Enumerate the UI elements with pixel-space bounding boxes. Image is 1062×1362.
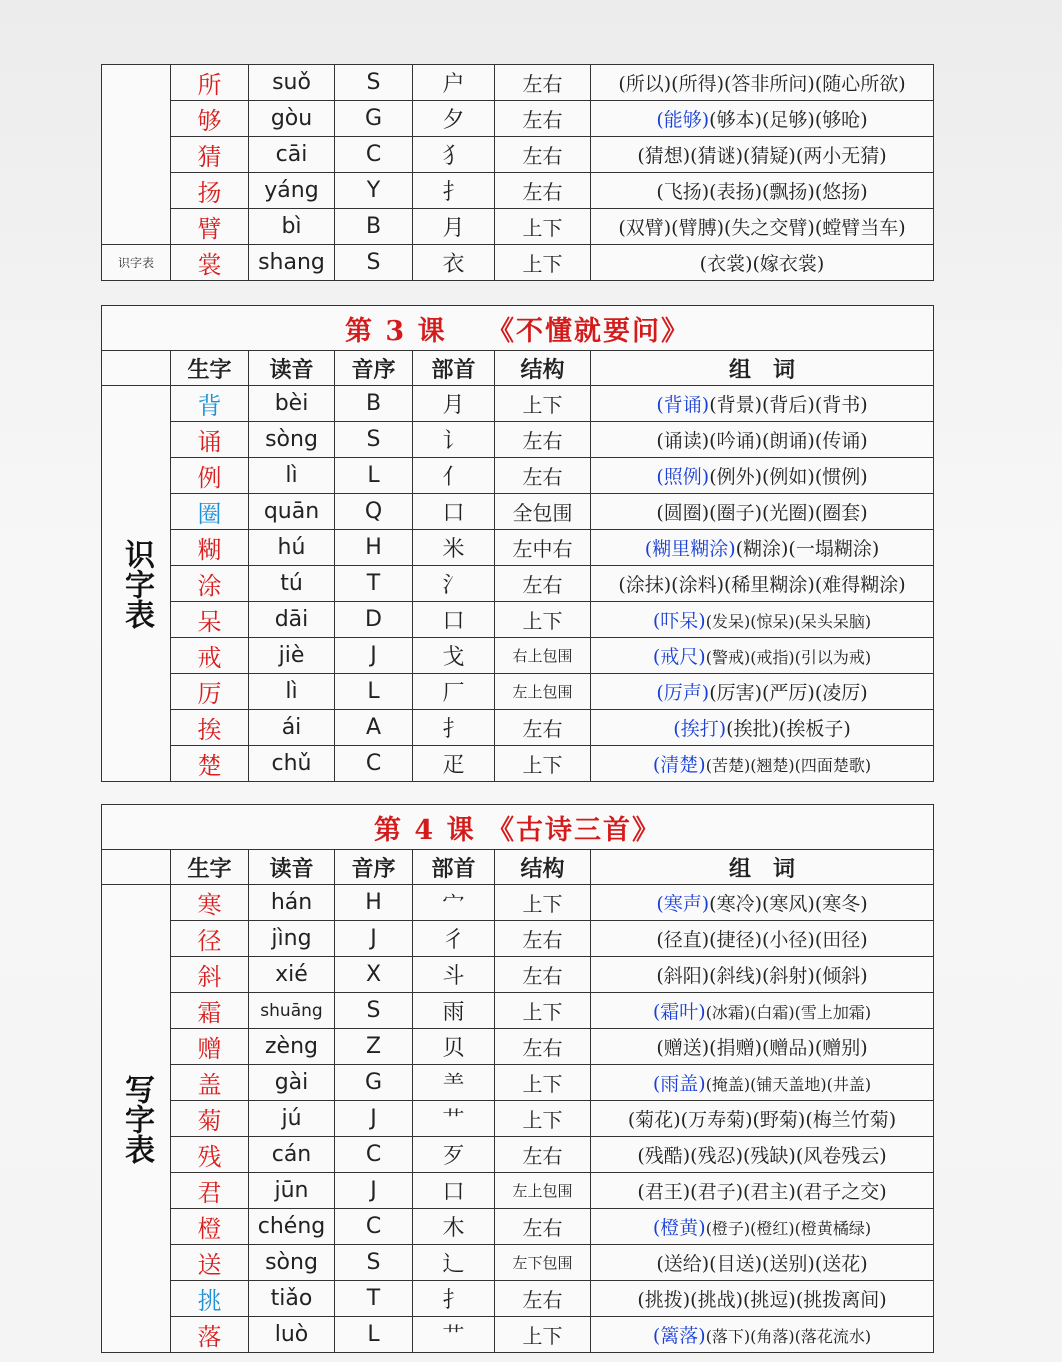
word-group: (苦楚)(翘楚)(四面楚歌) <box>705 756 872 775</box>
cell-structure: 左右 <box>495 957 591 993</box>
header-pinyin: 读音 <box>249 850 335 885</box>
cell-words <box>591 209 934 245</box>
table-row <box>102 993 934 1029</box>
cell-char: 扬 <box>171 173 249 209</box>
cell-pinyin: lì <box>249 674 335 710</box>
cell-letter: X <box>335 957 413 993</box>
cell-words <box>591 566 934 602</box>
table-row <box>102 957 934 993</box>
word-group: (残酷)(残忍)(残缺)(风卷残云) <box>637 1145 887 1167</box>
cell-radical: 扌 <box>413 710 495 746</box>
cell-structure: 左右 <box>495 137 591 173</box>
cell-char: 菊 <box>171 1101 249 1137</box>
word-highlight: (霜叶) <box>652 1001 706 1023</box>
word-highlight: (清楚) <box>652 754 706 776</box>
cell-char: 圈 <box>171 494 249 530</box>
cell-structure: 上下 <box>495 386 591 422</box>
cell-char: 斜 <box>171 957 249 993</box>
cell-pinyin: xié <box>249 957 335 993</box>
side-blank <box>102 65 171 245</box>
cell-radical: ⺷ <box>413 1065 495 1101</box>
word-group: (君王)(君子)(君主)(君子之交) <box>637 1181 887 1203</box>
cell-structure: 上下 <box>495 993 591 1029</box>
cell-radical: 月 <box>413 386 495 422</box>
table-row <box>102 458 934 494</box>
cell-words <box>591 1029 934 1065</box>
cell-radical: 贝 <box>413 1029 495 1065</box>
table-row <box>102 1029 934 1065</box>
table-row <box>102 746 934 782</box>
cell-structure: 上下 <box>495 1065 591 1101</box>
cell-pinyin: jú <box>249 1101 335 1137</box>
table-row <box>102 1065 934 1101</box>
cell-letter: B <box>335 209 413 245</box>
table-row <box>102 674 934 710</box>
table-row <box>102 422 934 458</box>
cell-pinyin: suǒ <box>249 65 335 101</box>
side-label-text: 识字表 <box>119 538 154 629</box>
cell-words <box>591 674 934 710</box>
word-highlight: (能够) <box>656 109 710 131</box>
cell-char: 赠 <box>171 1029 249 1065</box>
cell-radical: 夕 <box>413 101 495 137</box>
cell-words <box>591 1065 934 1101</box>
lesson3-header-row <box>102 351 934 386</box>
cell-char: 够 <box>171 101 249 137</box>
cell-letter: S <box>335 245 413 281</box>
cell-structure: 全包围 <box>495 494 591 530</box>
cell-pinyin: sòng <box>249 1245 335 1281</box>
table-row <box>102 245 934 281</box>
lesson3-title: 第 3 课 《不懂就要问》 <box>102 306 934 351</box>
table-row <box>102 1281 934 1317</box>
cell-radical: 讠 <box>413 422 495 458</box>
cell-structure: 左右 <box>495 1209 591 1245</box>
word-group: (稀里糊涂)(难得糊涂) <box>724 574 906 596</box>
word-group: (双臂)(臂膊) <box>618 217 724 239</box>
cell-pinyin: ái <box>249 710 335 746</box>
cell-radical: 斗 <box>413 957 495 993</box>
cell-pinyin: chéng <box>249 1209 335 1245</box>
word-group: (所以)(所得) <box>618 73 724 95</box>
cell-letter: C <box>335 746 413 782</box>
cell-char: 橙 <box>171 1209 249 1245</box>
cell-structure: 左下包围 <box>495 1245 591 1281</box>
cell-structure: 左右 <box>495 65 591 101</box>
cell-pinyin: shang <box>249 245 335 281</box>
table-row <box>102 1245 934 1281</box>
cell-structure: 左右 <box>495 458 591 494</box>
cell-radical: 口 <box>413 494 495 530</box>
cell-words <box>591 65 934 101</box>
header-pinyin: 读音 <box>249 351 335 386</box>
word-highlight: (寒声) <box>656 893 710 915</box>
side-label-small: 识字表 <box>102 245 171 281</box>
word-group: (掩盖)(铺天盖地)(井盖) <box>705 1075 872 1094</box>
cell-letter: T <box>335 1281 413 1317</box>
cell-structure: 上下 <box>495 602 591 638</box>
cell-letter: S <box>335 65 413 101</box>
cell-letter: C <box>335 1137 413 1173</box>
cell-pinyin: chǔ <box>249 746 335 782</box>
cell-radical: 木 <box>413 1209 495 1245</box>
cell-structure: 左上包围 <box>495 1173 591 1209</box>
cell-char: 背 <box>171 386 249 422</box>
side-label <box>102 885 171 1353</box>
word-group: (失之交臂)(螳臂当车) <box>724 217 906 239</box>
cell-words <box>591 494 934 530</box>
word-group: (圆圈)(圈子)(光圈)(圈套) <box>656 502 868 524</box>
table-row <box>102 101 934 137</box>
table-row <box>102 602 934 638</box>
cell-letter: G <box>335 1065 413 1101</box>
cell-words <box>591 530 934 566</box>
table-row <box>102 173 934 209</box>
cell-letter: L <box>335 1317 413 1353</box>
cell-words <box>591 173 934 209</box>
table-row <box>102 65 934 101</box>
word-group: (衣裳)(嫁衣裳) <box>699 253 825 275</box>
word-group: (猜想)(猜谜)(猜疑)(两小无猜) <box>637 145 887 167</box>
word-group: (菊花)(万寿菊)(野菊)(梅兰竹菊) <box>627 1109 897 1131</box>
cell-structure: 左右 <box>495 173 591 209</box>
cell-words <box>591 1101 934 1137</box>
cell-pinyin: gài <box>249 1065 335 1101</box>
word-group: (橙子)(橙红)(橙黄橘绿) <box>705 1219 872 1238</box>
header-letter: 音序 <box>335 351 413 386</box>
cell-structure: 上下 <box>495 1317 591 1353</box>
cell-letter: Y <box>335 173 413 209</box>
word-group: (送给)(目送)(送别)(送花) <box>656 1253 868 1275</box>
cell-radical: 宀 <box>413 885 495 921</box>
cell-char: 径 <box>171 921 249 957</box>
word-group: (径直)(捷径)(小径)(田径) <box>656 929 868 951</box>
cell-char: 猜 <box>171 137 249 173</box>
cell-structure: 上下 <box>495 1101 591 1137</box>
cell-structure: 左右 <box>495 921 591 957</box>
header-structure: 结构 <box>495 850 591 885</box>
table-row <box>102 530 934 566</box>
cell-radical: 月 <box>413 209 495 245</box>
word-group: (答非所问)(随心所欲) <box>724 73 906 95</box>
cell-char: 霜 <box>171 993 249 1029</box>
cell-char: 臂 <box>171 209 249 245</box>
table-lesson4 <box>101 804 934 1353</box>
cell-char: 糊 <box>171 530 249 566</box>
word-group: (涂抹)(涂料) <box>618 574 725 596</box>
cell-radical: 戈 <box>413 638 495 674</box>
cell-letter: J <box>335 1173 413 1209</box>
cell-char: 呆 <box>171 602 249 638</box>
table-row <box>102 386 934 422</box>
cell-pinyin: bèi <box>249 386 335 422</box>
cell-pinyin: cán <box>249 1137 335 1173</box>
cell-radical: 亻 <box>413 458 495 494</box>
cell-words <box>591 746 934 782</box>
word-group: (警戒)(戒指)(引以为戒) <box>705 648 872 667</box>
cell-radical: 口 <box>413 1173 495 1209</box>
cell-char: 送 <box>171 1245 249 1281</box>
cell-char: 落 <box>171 1317 249 1353</box>
cell-char: 涂 <box>171 566 249 602</box>
cell-words <box>591 137 934 173</box>
cell-words <box>591 638 934 674</box>
table-row <box>102 1317 934 1353</box>
table-row <box>102 921 934 957</box>
cell-pinyin: cāi <box>249 137 335 173</box>
table-row <box>102 1137 934 1173</box>
cell-words <box>591 957 934 993</box>
cell-structure: 左右 <box>495 1029 591 1065</box>
word-group: (够本)(足够)(够呛) <box>709 109 868 131</box>
cell-radical: 户 <box>413 65 495 101</box>
cell-letter: A <box>335 710 413 746</box>
cell-structure: 上下 <box>495 746 591 782</box>
word-highlight: (篱落) <box>652 1325 706 1347</box>
cell-structure: 上下 <box>495 245 591 281</box>
word-highlight: (照例) <box>656 466 710 488</box>
cell-pinyin: gòu <box>249 101 335 137</box>
word-group: (例外)(例如)(惯例) <box>709 466 868 488</box>
cell-char: 挑 <box>171 1281 249 1317</box>
cell-structure: 左右 <box>495 1137 591 1173</box>
cell-pinyin: luò <box>249 1317 335 1353</box>
cell-words <box>591 602 934 638</box>
cell-letter: C <box>335 137 413 173</box>
cell-letter: H <box>335 530 413 566</box>
cell-char: 残 <box>171 1137 249 1173</box>
lesson4-header-row <box>102 850 934 885</box>
cell-char: 戒 <box>171 638 249 674</box>
cell-letter: T <box>335 566 413 602</box>
cell-words <box>591 245 934 281</box>
cell-structure: 左右 <box>495 1281 591 1317</box>
cell-letter: B <box>335 386 413 422</box>
word-group: (挑拨)(挑战)(挑逗)(挑拨离间) <box>637 1289 887 1311</box>
cell-char: 诵 <box>171 422 249 458</box>
header-letter: 音序 <box>335 850 413 885</box>
cell-words <box>591 710 934 746</box>
word-group: (斜阳)(斜线)(斜射)(倾斜) <box>656 965 868 987</box>
word-group: (糊涂)(一塌糊涂) <box>735 538 880 560</box>
cell-radical: 辶 <box>413 1245 495 1281</box>
cell-structure: 左右 <box>495 566 591 602</box>
cell-letter: D <box>335 602 413 638</box>
cell-char: 君 <box>171 1173 249 1209</box>
cell-structure: 右上包围 <box>495 638 591 674</box>
table-lesson2-tail <box>101 64 934 281</box>
cell-letter: G <box>335 101 413 137</box>
cell-radical: 歹 <box>413 1137 495 1173</box>
table-row <box>102 566 934 602</box>
cell-radical: 犭 <box>413 137 495 173</box>
cell-radical: 疋 <box>413 746 495 782</box>
cell-letter: J <box>335 638 413 674</box>
cell-radical: 艹 <box>413 1101 495 1137</box>
word-highlight: (挨打) <box>673 718 727 740</box>
cell-char: 所 <box>171 65 249 101</box>
cell-letter: Z <box>335 1029 413 1065</box>
cell-pinyin: sòng <box>249 422 335 458</box>
word-group: (飞扬)(表扬)(飘扬)(悠扬) <box>656 181 868 203</box>
cell-char: 挨 <box>171 710 249 746</box>
cell-letter: J <box>335 1101 413 1137</box>
side-label-text: 写字表 <box>119 1073 154 1164</box>
table-row <box>102 710 934 746</box>
cell-words <box>591 1317 934 1353</box>
cell-char: 例 <box>171 458 249 494</box>
word-highlight: (戒尺) <box>652 646 706 668</box>
table-row <box>102 1209 934 1245</box>
word-group: (厉害)(严厉)(凌厉) <box>709 682 868 704</box>
cell-words <box>591 386 934 422</box>
cell-letter: L <box>335 458 413 494</box>
cell-pinyin: lì <box>249 458 335 494</box>
word-group: (诵读)(吟诵)(朗诵)(传诵) <box>656 430 868 452</box>
cell-pinyin: jiè <box>249 638 335 674</box>
word-highlight: (吓呆) <box>652 610 706 632</box>
cell-char: 寒 <box>171 885 249 921</box>
word-highlight: (糊里糊涂) <box>644 538 736 560</box>
cell-pinyin: hú <box>249 530 335 566</box>
word-group: (寒冷)(寒风)(寒冬) <box>709 893 868 915</box>
cell-words <box>591 885 934 921</box>
word-group: (赠送)(捐赠)(赠品)(赠别) <box>656 1037 868 1059</box>
cell-structure: 上下 <box>495 209 591 245</box>
cell-structure: 左中右 <box>495 530 591 566</box>
cell-structure: 上下 <box>495 885 591 921</box>
cell-structure: 左上包围 <box>495 674 591 710</box>
cell-pinyin: dāi <box>249 602 335 638</box>
cell-words <box>591 1245 934 1281</box>
cell-radical: 雨 <box>413 993 495 1029</box>
cell-radical: 米 <box>413 530 495 566</box>
cell-words <box>591 422 934 458</box>
cell-words <box>591 101 934 137</box>
cell-pinyin: quān <box>249 494 335 530</box>
cell-structure: 左右 <box>495 710 591 746</box>
cell-words <box>591 458 934 494</box>
cell-words <box>591 1281 934 1317</box>
cell-radical: 氵 <box>413 566 495 602</box>
cell-radical: 扌 <box>413 173 495 209</box>
cell-letter: S <box>335 993 413 1029</box>
cell-char: 厉 <box>171 674 249 710</box>
table-lesson3 <box>101 305 934 782</box>
cell-radical: 厂 <box>413 674 495 710</box>
cell-char: 盖 <box>171 1065 249 1101</box>
word-highlight: (雨盖) <box>652 1073 706 1095</box>
word-group: (背景)(背后)(背书) <box>709 394 868 416</box>
table-row <box>102 1173 934 1209</box>
header-radical: 部首 <box>413 351 495 386</box>
cell-words <box>591 1209 934 1245</box>
cell-radical: 扌 <box>413 1281 495 1317</box>
cell-words <box>591 1137 934 1173</box>
side-label <box>102 386 171 782</box>
word-highlight: (厉声) <box>656 682 710 704</box>
cell-pinyin: yáng <box>249 173 335 209</box>
table-row <box>102 494 934 530</box>
cell-words <box>591 993 934 1029</box>
header-words: 组 词 <box>591 850 934 885</box>
cell-radical: 彳 <box>413 921 495 957</box>
cell-pinyin: tú <box>249 566 335 602</box>
word-group: (发呆)(惊呆)(呆头呆脑) <box>705 612 872 631</box>
word-group: (落下)(角落)(落花流水) <box>705 1327 872 1346</box>
cell-letter: C <box>335 1209 413 1245</box>
cell-letter: H <box>335 885 413 921</box>
cell-letter: S <box>335 1245 413 1281</box>
header-char: 生字 <box>171 351 249 386</box>
cell-pinyin: jūn <box>249 1173 335 1209</box>
lesson4-title: 第 4 课 《古诗三首》 <box>102 805 934 850</box>
cell-words <box>591 921 934 957</box>
table-row <box>102 137 934 173</box>
word-highlight: (橙黄) <box>652 1217 706 1239</box>
cell-char: 楚 <box>171 746 249 782</box>
cell-letter: J <box>335 921 413 957</box>
cell-pinyin: zèng <box>249 1029 335 1065</box>
cell-radical: 口 <box>413 602 495 638</box>
cell-pinyin: tiǎo <box>249 1281 335 1317</box>
cell-pinyin: jìng <box>249 921 335 957</box>
table-row <box>102 209 934 245</box>
cell-pinyin: shuāng <box>249 993 335 1029</box>
cell-pinyin: hán <box>249 885 335 921</box>
table-row <box>102 885 934 921</box>
word-highlight: (背诵) <box>656 394 710 416</box>
table-row <box>102 638 934 674</box>
cell-structure: 左右 <box>495 422 591 458</box>
cell-structure: 左右 <box>495 101 591 137</box>
header-char: 生字 <box>171 850 249 885</box>
cell-letter: Q <box>335 494 413 530</box>
cell-words <box>591 1173 934 1209</box>
cell-letter: L <box>335 674 413 710</box>
cell-letter: S <box>335 422 413 458</box>
cell-radical: 艹 <box>413 1317 495 1353</box>
header-radical: 部首 <box>413 850 495 885</box>
cell-radical: 衣 <box>413 245 495 281</box>
cell-pinyin: bì <box>249 209 335 245</box>
header-structure: 结构 <box>495 351 591 386</box>
table-row <box>102 1101 934 1137</box>
word-group: (挨批)(挨板子) <box>726 718 851 740</box>
header-words: 组 词 <box>591 351 934 386</box>
word-group: (冰霜)(白霜)(雪上加霜) <box>705 1003 872 1022</box>
cell-char: 裳 <box>171 245 249 281</box>
